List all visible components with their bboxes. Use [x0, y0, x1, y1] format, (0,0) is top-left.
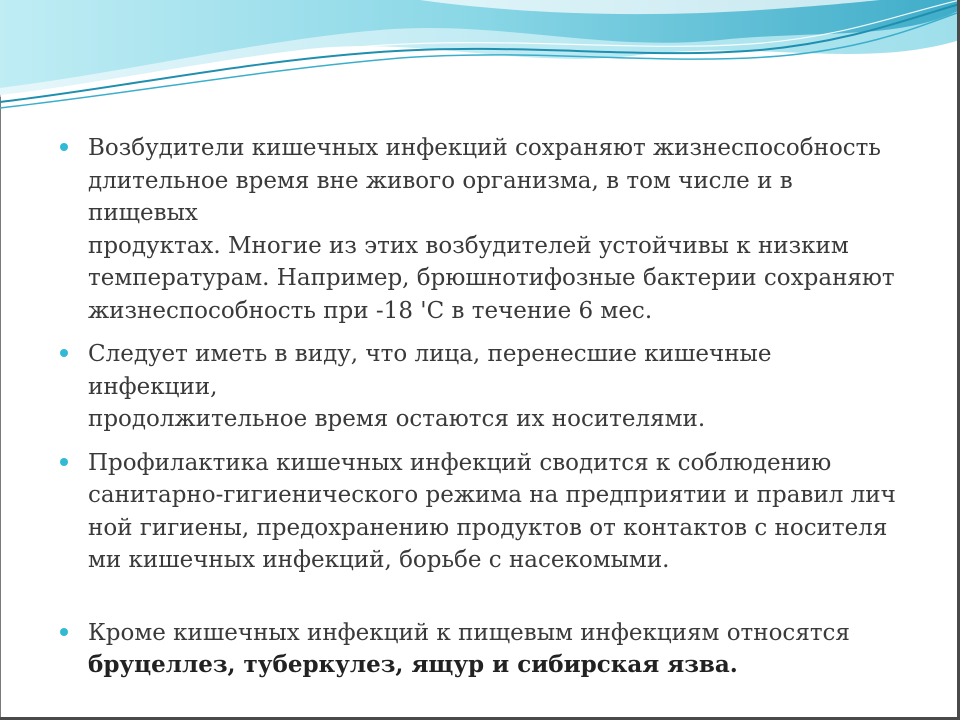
- bullet-dot-icon: [60, 458, 68, 466]
- bullet-line: ной гигиены, предохранению продуктов от контактов с носителя: [88, 514, 888, 541]
- bullet-list: [58, 132, 908, 693]
- bullet-line: санитарно-гигиенического режима на предприятии и правил лич: [88, 482, 896, 508]
- bullet-bold-line: бруцеллез, туберкулез, ящур и сибирская язва.: [88, 651, 738, 678]
- bullet-dot-icon: [60, 628, 68, 636]
- header-wave-decoration: [0, 0, 960, 120]
- bullet-dot-icon: [60, 349, 68, 357]
- bullet-line: ми кишечных инфекций, борьбе с насекомыми.: [88, 547, 670, 573]
- bullet-line: Кроме кишечных инфекций к пищевым инфекциям относятся: [88, 619, 850, 646]
- bullet-item: [58, 617, 908, 682]
- bullet-line: Следует иметь в виду, что лица, перенесшие кишечные инфекции,: [88, 341, 772, 400]
- bullet-line: Возбудители кишечных инфекций сохраняют жизнеспособность: [88, 135, 881, 161]
- bullet-line: Профилактика кишечных инфекций сводится к соблюдению: [88, 449, 832, 476]
- bullet-line: длительное время вне живого организма, в том числе и в пищевых: [88, 167, 793, 226]
- bullet-line: продолжительное время остаются их носителями.: [88, 406, 706, 432]
- bullet-item: [58, 447, 908, 577]
- bullet-line: температурам. Например, брюшнотифозные бактерии сохраняют: [88, 265, 895, 291]
- bullet-item: [58, 132, 908, 327]
- bullet-item: [58, 338, 908, 436]
- bullet-line: жизнеспособность при -18 'С в течение 6 мес.: [88, 297, 653, 324]
- bullet-line: продуктах. Многие из этих возбудителей устойчивы к низким: [88, 232, 849, 259]
- bullet-dot-icon: [60, 143, 68, 151]
